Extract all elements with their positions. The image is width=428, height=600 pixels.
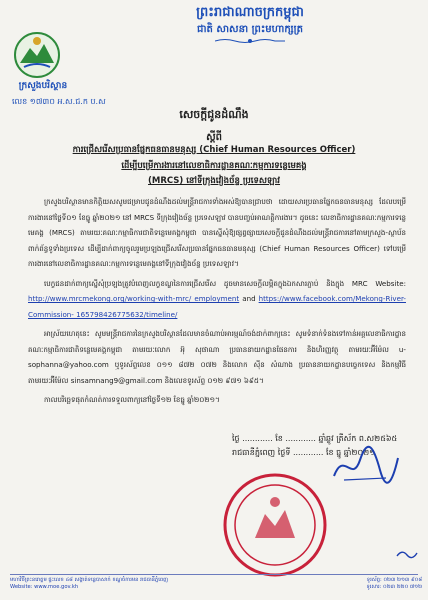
- notice-subject-line-2: ដើម្បីបម្រើការងារនៅលេខាធិការដ្ឋានគណៈកម្មការទន្លេមេគង្គ: [121, 161, 307, 171]
- paragraph-2-text: បេក្ខជនដាក់ពាក្យស្នើសុំប្រឡងត្រូវបំពេញលក្ខខណ្ឌនៃការជ្រើសរើស ដូចមានសេចក្ដីលម្អិតក្នុងឯកសារភ្ជាប់ និងក្នុង MRC Website:: [44, 278, 406, 288]
- kingdom-heading: ព្រះរាជាណាចក្រកម្ពុជា: [196, 5, 304, 20]
- body-paragraph-1: ក្រសួងបរិស្ថានមានកិត្តិយសសូមជម្រាបជូនដំណឹងដល់មន្ត្រីរាជការទាំងអស់ឱ្យបានជ្រាបថា ដោយសារប្រធានផ្នែកធនធានមនុស្ស ដែលបម្រើការងារនៅថ្ងៃទី០១ ខែធ្នូ ឆ្នាំ២០២១ នៅ MRCS ទីក្រុងវៀងច័ន្ទ ប្រទេសឡាវ បានបញ្ចប់អាណត្តិការងារ។ ដូចនេះ លេខាធិការដ្ឋានគណៈកម្មការទន្លេមេគង្គ (MRCS) តាមរយៈគណៈកម្មាធិការជាតិទន្លេមេគង្គកម្ពុជា បានស្នើសុំឱ្យផ្សព្វផ្សាយសេចក្ដីជូនដំណឹងដល់មន្ត្រីរាជការនៅតាមក្រសួង-ស្ថាប័នពាក់ព័ន្ធទូទាំងប្រទេស ដើម្បីដាក់ពាក្យចូលរួមប្រឡងជ្រើសរើសប្រធានផ្នែកធនធានមនុស្ស (Chief Human Resources Officer) ទៅបម្រើការងារនៅលេខាធិការដ្ឋានគណៈកម្មការទន្លេមេគង្គនៅទីក្រុងវៀងច័ន្ទ ប្រទេសឡាវ។: [28, 197, 406, 268]
- gregorian-date-line: រាជធានីភ្នំពេញ ថ្ងៃទី ............ ខែ ធ្នូ ឆ្នាំ២០២១: [232, 448, 376, 457]
- footer-phone: ទូរស័ព្ទ: ០២៣ ២១៣ ៩០៨: [366, 577, 422, 583]
- footer-fax: ទូរសារ: ០២៣ ២២០ ៧១២: [366, 584, 422, 590]
- mrc-website-link[interactable]: http://www.mrcmekong.org/working-with-mrc/ employment: [28, 294, 240, 303]
- notice-subject-label: ស្ដីពី: [206, 132, 222, 143]
- notice-title: សេចក្ដីជូនដំណឹង: [179, 108, 249, 121]
- footer-address-line: មហាវិថីព្រះនរោត្តម ផ្ទះលេខ ៤៨ សង្កាត់ទន្លេបាសាក់ ខណ្ឌចំការមន រាជធានីភ្នំពេញ: [10, 577, 169, 583]
- signature-icon: [330, 440, 402, 490]
- national-motto: ជាតិ សាសនា ព្រះមហាក្សត្រ: [197, 24, 303, 35]
- body-paragraph-4: កាលបរិច្ឆេទផុតកំណត់ការទទួលពាក្យនៅថ្ងៃទី១២ ខែធ្នូ ឆ្នាំ២០២១។: [44, 395, 220, 404]
- ministry-logo-icon: [14, 30, 60, 80]
- official-seal-icon: [220, 470, 330, 580]
- facebook-link[interactable]: https://www.facebook.com/Mekong-River-Commission- 165798426775632/timeline/: [28, 294, 406, 319]
- lunar-date-line: ថ្ងៃ ............ ខែ ............ ឆ្នាំឆ្លូវ ត្រីស័ក ព.ស២៥៦៥: [232, 434, 398, 443]
- notice-body: [28, 194, 406, 412]
- footer-address: [10, 577, 240, 591]
- ornament-divider-icon: [215, 38, 285, 44]
- reference-number: លេខ ១៧៣០ អ.ស.ជ.ក ប.ស: [12, 97, 106, 106]
- notice-subject-line-1: ការជ្រើសរើសប្រធានផ្នែកធនធានមនុស្ស (Chief Human Resources Officer): [72, 145, 356, 155]
- initial-mark-icon: [396, 548, 418, 560]
- ministry-name: ក្រសួងបរិស្ថាន: [18, 81, 68, 91]
- notice-subject-line-3: (MRCS) នៅទីក្រុងវៀងច័ន្ទ ប្រទេសឡាវ: [147, 176, 281, 186]
- footer-divider: [10, 574, 418, 575]
- body-paragraph-3: អាស្រ័យហេតុនេះ សូមមន្ត្រីរាជការនៃក្រសួងបរិស្ថានដែលមានចំណាប់អារម្មណ៍ចង់ដាក់ពាក្យនេះ សូមទំនាក់ទំនងទៅកាន់អគ្គលេខាធិការដ្ឋានគណៈកម្មាធិការជាតិទន្លេមេគង្គកម្ពុជា តាមរយៈលោក អ៊ុ សុផាណា ប្រធាននាយកដ្ឋានផែនការ និងហិរញ្ញវត្ថុ តាមរយៈអ៊ីម៉ែល u-sophanna@yahoo.com ឬទូរស័ព្ទលេខ ០១១ ៨៧២ ០៧២ និងលោក ស៊ីន សំណាង ប្រធាននាយកដ្ឋានបច្ចេកទេស និងកម្មវិធី តាមរយៈអ៊ីម៉ែល sinsamnang9@gmail.com និងលេខទូរស័ព្ទ ០១២ ៩៧១ ៦៩៥។: [28, 329, 406, 385]
- footer-website: Website: www.moe.gov.kh: [10, 584, 79, 590]
- body-paragraph-2: [28, 276, 406, 323]
- footer-contact: [252, 577, 422, 591]
- and-text: and: [242, 294, 256, 303]
